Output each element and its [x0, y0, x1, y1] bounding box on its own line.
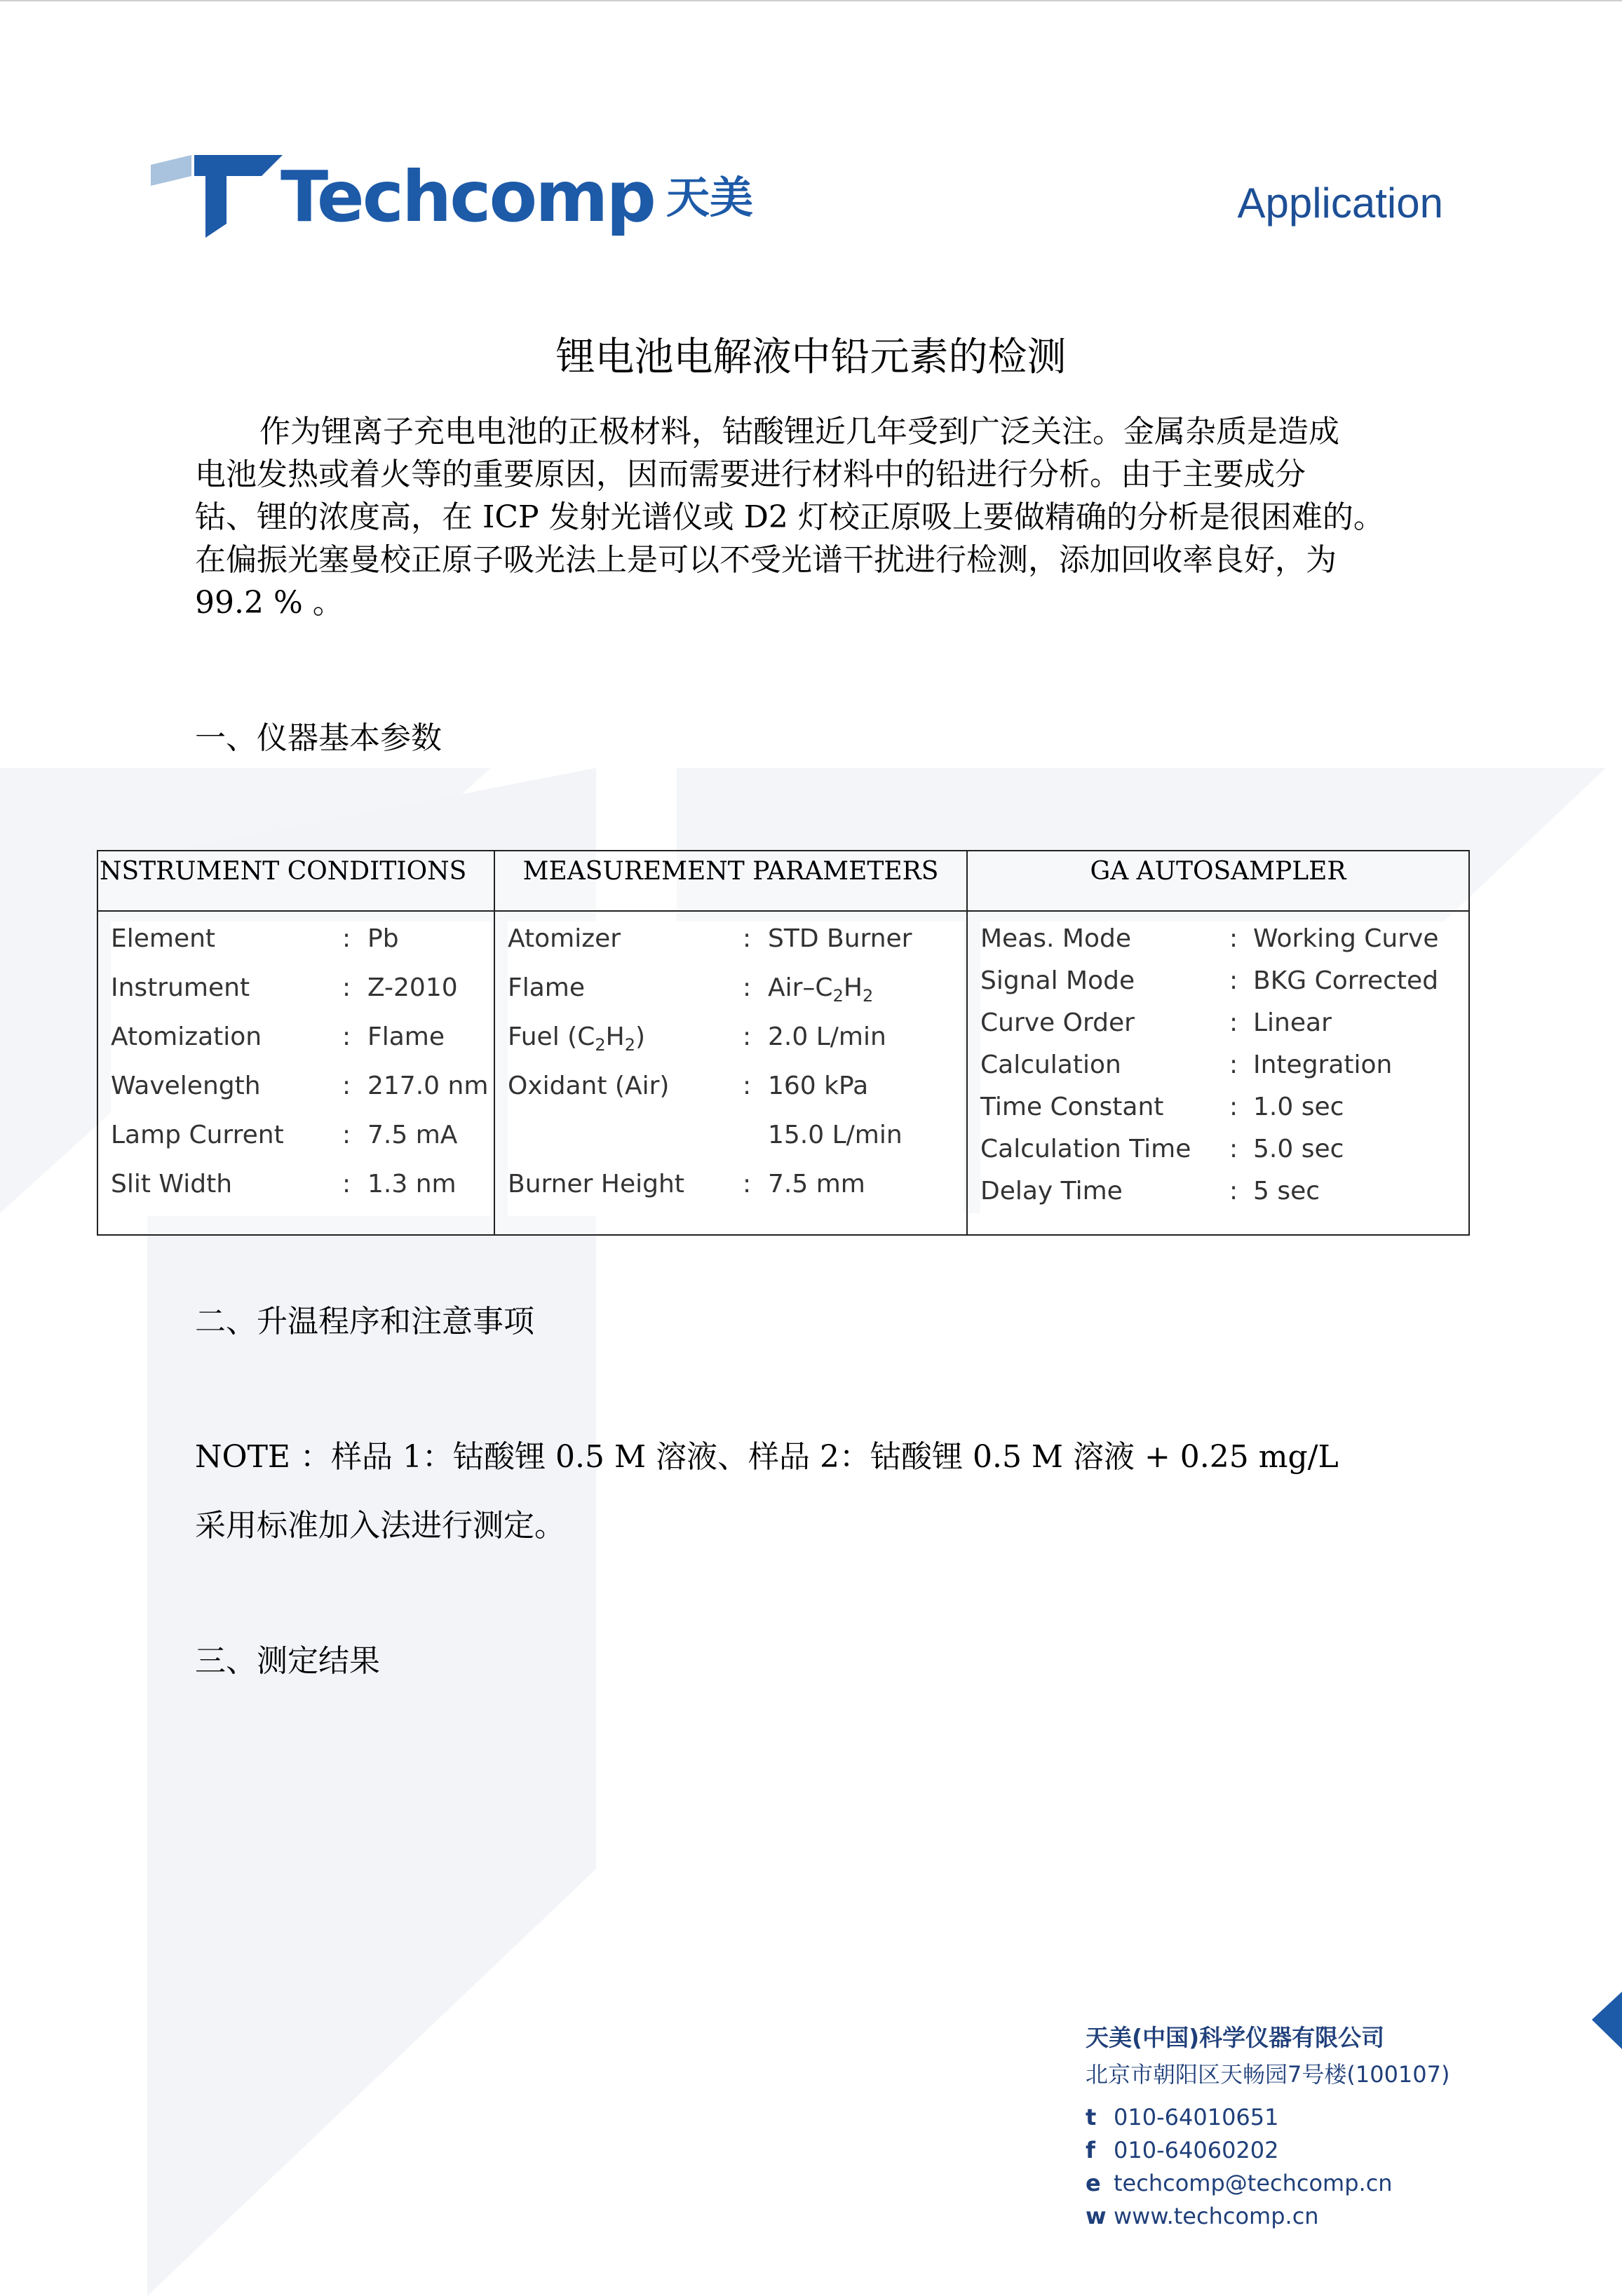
param-row: Signal Mode : BKG Corrected: [980, 966, 1439, 995]
measurement-parameters-column: [495, 851, 968, 1234]
param-row: Instrument : Z-2010: [111, 973, 458, 1002]
section-heading-3: 三、测定结果: [195, 1643, 380, 1679]
column-header: MEASUREMENT PARAMETERS: [495, 851, 966, 912]
param-row: Element : Pb: [111, 924, 399, 953]
param-row: Wavelength : 217.0 nm: [111, 1072, 489, 1100]
param-row: 15.0 L/min: [768, 1121, 903, 1149]
intro-paragraph: [195, 410, 1429, 624]
param-row: Oxidant (Air) : 160 kPa: [508, 1072, 869, 1100]
instrument-conditions-column: [98, 851, 495, 1234]
param-row: Calculation Time : 5.0 sec: [980, 1135, 1344, 1163]
param-row: Flame : Air–$C_2H_2$: [508, 973, 874, 1006]
param-row: Burner Height : 7.5 mm: [508, 1170, 865, 1198]
param-row: Atomizer : STD Burner: [508, 924, 912, 953]
intro-line: 99.2 % 。: [195, 585, 344, 621]
footer-contact: [1086, 2020, 1450, 2233]
application-label: Application: [1237, 180, 1443, 227]
phone-line: t 010-64010651: [1086, 2104, 1279, 2130]
company-name: 天美(中国)科学仪器有限公司: [1086, 2024, 1385, 2051]
param-row: Time Constant : 1.0 sec: [980, 1093, 1344, 1121]
instrument-conditions-list: [111, 921, 491, 1216]
section-heading-2: 二、升温程序和注意事项: [195, 1304, 534, 1339]
logo-mark-icon: [151, 151, 284, 242]
section-heading-1: 一、仪器基本参数: [195, 720, 442, 756]
ga-autosampler-list: [980, 921, 1466, 1216]
param-row: Delay Time : 5 sec: [980, 1177, 1320, 1206]
website-link[interactable]: w www.techcomp.cn: [1086, 2203, 1319, 2229]
note-line: NOTE ：样品 1：钴酸锂 0.5 M 溶液、样品 2：钴酸锂 0.5 M 溶液 + 0.25 mg/L: [195, 1439, 1339, 1475]
techcomp-logo: [151, 151, 782, 242]
parameter-table: [97, 850, 1470, 1236]
intro-line: 钴、锂的浓度高，在 ICP 发射光谱仪或 D2 灯校正原吸上要做精确的分析是很困难的。: [195, 499, 1384, 535]
param-row: Atomization : Flame: [111, 1022, 445, 1051]
param-row: Slit Width : 1.3 nm: [111, 1170, 457, 1198]
fax-line: f 010-64060202: [1086, 2137, 1279, 2163]
param-row: Lamp Current : 7.5 mA: [111, 1121, 458, 1149]
document-title: 锂电池电解液中铅元素的检测: [555, 335, 1067, 380]
param-row: Meas. Mode : Working Curve: [980, 924, 1439, 953]
email-link[interactable]: e techcomp@techcomp.cn: [1086, 2170, 1393, 2196]
intro-line: 在偏振光塞曼校正原子吸光法上是可以不受光谱干扰进行检测，添加回收率良好，为: [195, 542, 1337, 578]
intro-line: 电池发热或着火等的重要原因，因而需要进行材料中的铅进行分析。由于主要成分: [195, 457, 1306, 492]
column-header: NSTRUMENT CONDITIONS: [98, 851, 494, 912]
param-row: Curve Order : Linear: [980, 1008, 1332, 1037]
param-row: Fuel $(C_2H_2)$ : 2.0 L/min: [508, 1022, 886, 1055]
company-address: 北京市朝阳区天畅园7号楼(100107): [1086, 2061, 1450, 2088]
top-rule: [0, 0, 1622, 1]
brand-name: Techcomp: [281, 156, 654, 238]
ga-autosampler-column: [968, 851, 1468, 1234]
intro-line: 作为锂离子充电电池的正极材料，钴酸锂近几年受到广泛关注。金属杂质是造成: [259, 414, 1339, 450]
brand-name-cn: 天美: [666, 172, 754, 223]
column-header: GA AUTOSAMPLER: [968, 851, 1468, 912]
note-line: 采用标准加入法进行测定。: [195, 1508, 565, 1544]
param-row: Calculation : Integration: [980, 1051, 1393, 1079]
measurement-parameters-list: [508, 921, 964, 1216]
